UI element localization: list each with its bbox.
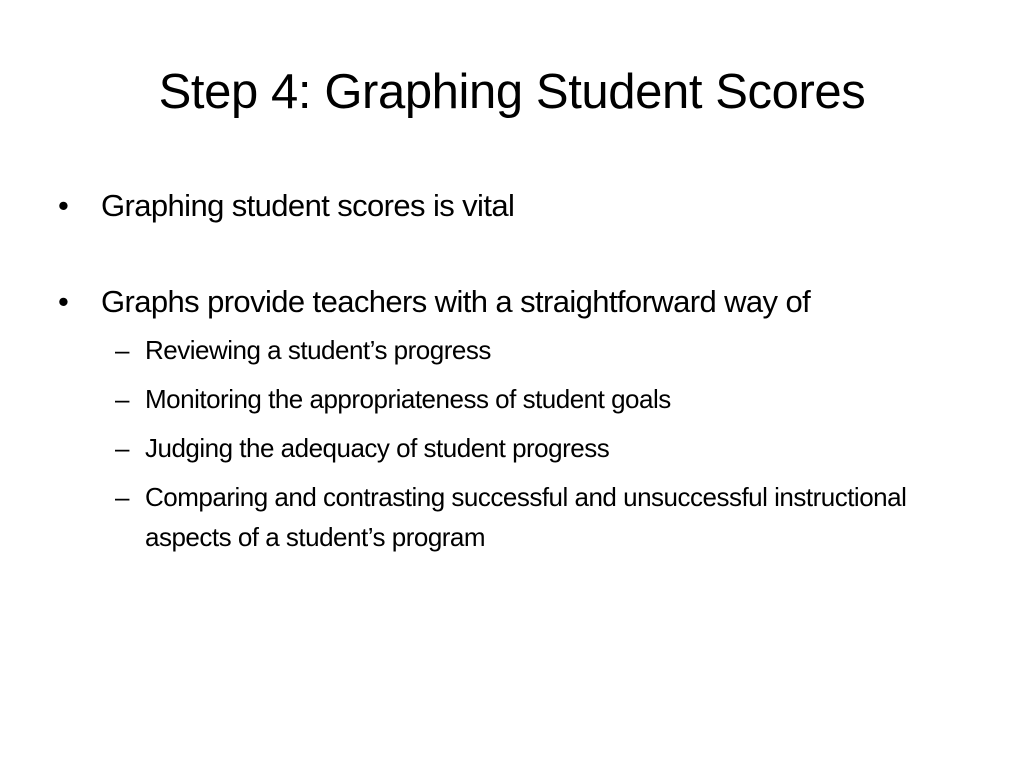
dash-marker: – <box>115 384 129 414</box>
dash-marker: – <box>115 433 129 463</box>
sub-bullet-text: Judging the adequacy of student progress <box>145 433 610 463</box>
dash-marker: – <box>115 482 129 512</box>
slide-title: Step 4: Graphing Student Scores <box>158 65 866 119</box>
sub-bullet-item <box>101 379 956 419</box>
bullet-text: Graphs provide teachers with a straightforward way of <box>101 284 811 319</box>
sub-bullet-text: Comparing and contrasting successful and unsuccessful instructional aspects of a student’s program <box>145 482 907 552</box>
bullet-marker: • <box>58 284 69 319</box>
sub-bullet-list <box>56 330 956 557</box>
sub-bullet-item <box>101 330 956 370</box>
bullet-item <box>56 186 956 226</box>
sub-bullet-text: Reviewing a student’s progress <box>145 335 491 365</box>
bullet-marker: • <box>58 188 69 223</box>
sub-bullet-item <box>101 477 956 557</box>
sub-bullet-text: Monitoring the appropriateness of student goals <box>145 384 671 414</box>
bullet-list <box>56 186 956 566</box>
bullet-text: Graphing student scores is vital <box>101 188 515 223</box>
dash-marker: – <box>115 335 129 365</box>
bullet-item <box>56 282 956 557</box>
sub-bullet-item <box>101 428 956 468</box>
